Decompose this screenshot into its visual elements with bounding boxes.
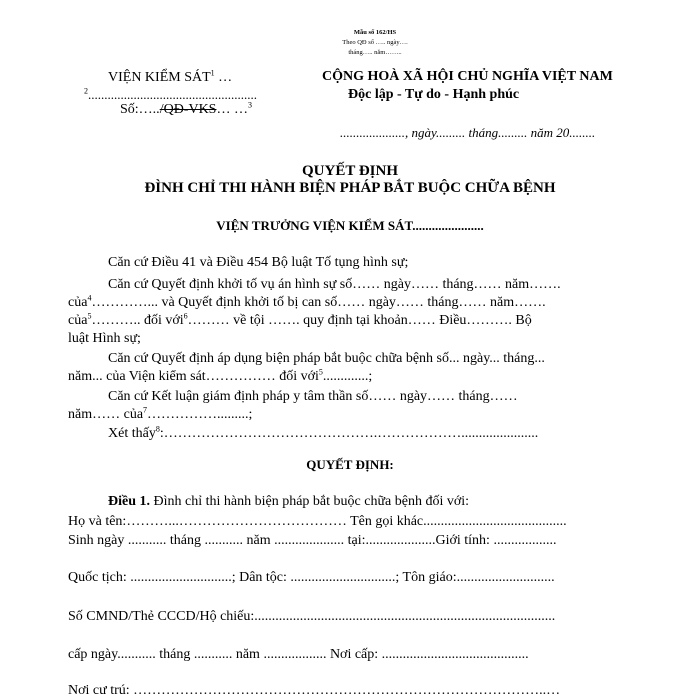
basis-line-1: Căn cứ Điều 41 và Điều 454 Bộ luật Tố tụng hình sự; [108, 255, 409, 270]
basis-text: …………... và Quyết định khởi tố bị can số…… ngày…… tháng…… năm……. [91, 295, 546, 310]
agency-line-dots: .................................................... [88, 87, 257, 102]
basis-line-9 [68, 407, 649, 423]
footnote-5: 5 [87, 311, 92, 321]
birth-field: Sinh ngày ........... tháng ........... năm .................... tại:....................Giới tính: .................. [68, 533, 557, 548]
national-title: CỘNG HOÀ XÃ HỘI CHỦ NGHĨA VIỆT NAM [322, 69, 613, 84]
form-code: Mẫu số 162/HS [353, 29, 397, 36]
agency-label: VIỆN KIỂM SÁT [108, 70, 211, 85]
document-title: QUYẾT ĐỊNH [302, 163, 398, 179]
document-subtitle: ĐÌNH CHỈ THI HÀNH BIỆN PHÁP BẮT BUỘC CHỮA BỆNH [144, 180, 556, 196]
basis-text: của [68, 295, 88, 310]
nationality-field: Quốc tịch: .............................; Dân tộc: ..............................; Tôn giáo:............................ [68, 570, 555, 585]
basis-line-2: Căn cứ Quyết định khởi tố vụ án hình sự số…… ngày…… tháng…… năm……. [108, 277, 561, 292]
basis-text: năm... của Viện kiểm sát…………… đối với [68, 369, 319, 384]
basis-line-6: Căn cứ Quyết định áp dụng biện pháp bắt buộc chữa bệnh số... ngày... tháng... [108, 351, 545, 366]
footnote-8: 8 [155, 424, 160, 434]
number-code: /QĐ-VKS [159, 102, 217, 117]
basis-text: …………….........; [147, 407, 253, 422]
form-ref-line1: Theo QĐ số ….. ngày…. [342, 39, 408, 46]
date-line: ...................., ngày......... tháng......... năm 20........ [340, 125, 596, 140]
basis-text: năm…… của [68, 407, 144, 422]
basis-text: .............; [322, 369, 373, 384]
article-text: Đình chỉ thi hành biện pháp bắt buộc chữa bệnh đối với: [150, 494, 470, 509]
residence-field: Nơi cư trú: ……………………………………………………………………………..… [68, 683, 561, 698]
number-prefix: Số:….. [120, 102, 160, 117]
basis-line-4 [68, 313, 649, 329]
id-field: Số CMND/Thẻ CCCD/Hộ chiếu:...................................................................................... [68, 609, 556, 624]
document-number [120, 102, 252, 118]
form-ref-line2: tháng….. năm…….. [348, 49, 402, 56]
decision-heading: QUYẾT ĐỊNH: [306, 457, 394, 472]
basis-text: của [68, 313, 88, 328]
agency-suffix: … [214, 70, 233, 85]
form-reference [320, 28, 430, 58]
footnote-7: 7 [143, 405, 148, 415]
article-label: Điều 1. [108, 494, 150, 509]
article-1 [68, 494, 649, 510]
name-field: Họ và tên:………...……………………………… Tên gọi khác......................................... [68, 514, 567, 529]
number-tail: … … [216, 102, 248, 117]
issue-field: cấp ngày........... tháng ........... năm .................. Nơi cấp: .......................................... [68, 647, 529, 662]
footnote-1: 1 [210, 68, 215, 78]
footnote-5: 5 [318, 367, 323, 377]
basis-line-8: Căn cứ Kết luận giám định pháp y tâm thần số…… ngày…… tháng…… [108, 389, 518, 404]
basis-line-10 [68, 426, 649, 442]
basis-line-5: luật Hình sự; [68, 331, 141, 346]
footnote-6: 6 [183, 311, 188, 321]
footnote-2: 2 [84, 86, 88, 96]
footnote-4: 4 [87, 293, 92, 303]
basis-text: :……………………………………….………………...................... [159, 426, 539, 441]
agency-name [108, 70, 232, 86]
national-motto: Độc lập - Tự do - Hạnh phúc [348, 87, 520, 102]
agency-line [84, 87, 257, 103]
basis-text: Xét thấy [108, 426, 156, 441]
basis-text: ……….. đối với [91, 313, 184, 328]
director-heading: VIỆN TRƯỞNG VIỆN KIỂM SÁT...................... [216, 218, 484, 233]
footnote-3: 3 [247, 100, 252, 110]
basis-text: ……… về tội ……. quy định tại khoản…… Điều………. Bộ [187, 313, 532, 328]
basis-line-3 [68, 295, 649, 311]
basis-line-7 [68, 369, 649, 385]
